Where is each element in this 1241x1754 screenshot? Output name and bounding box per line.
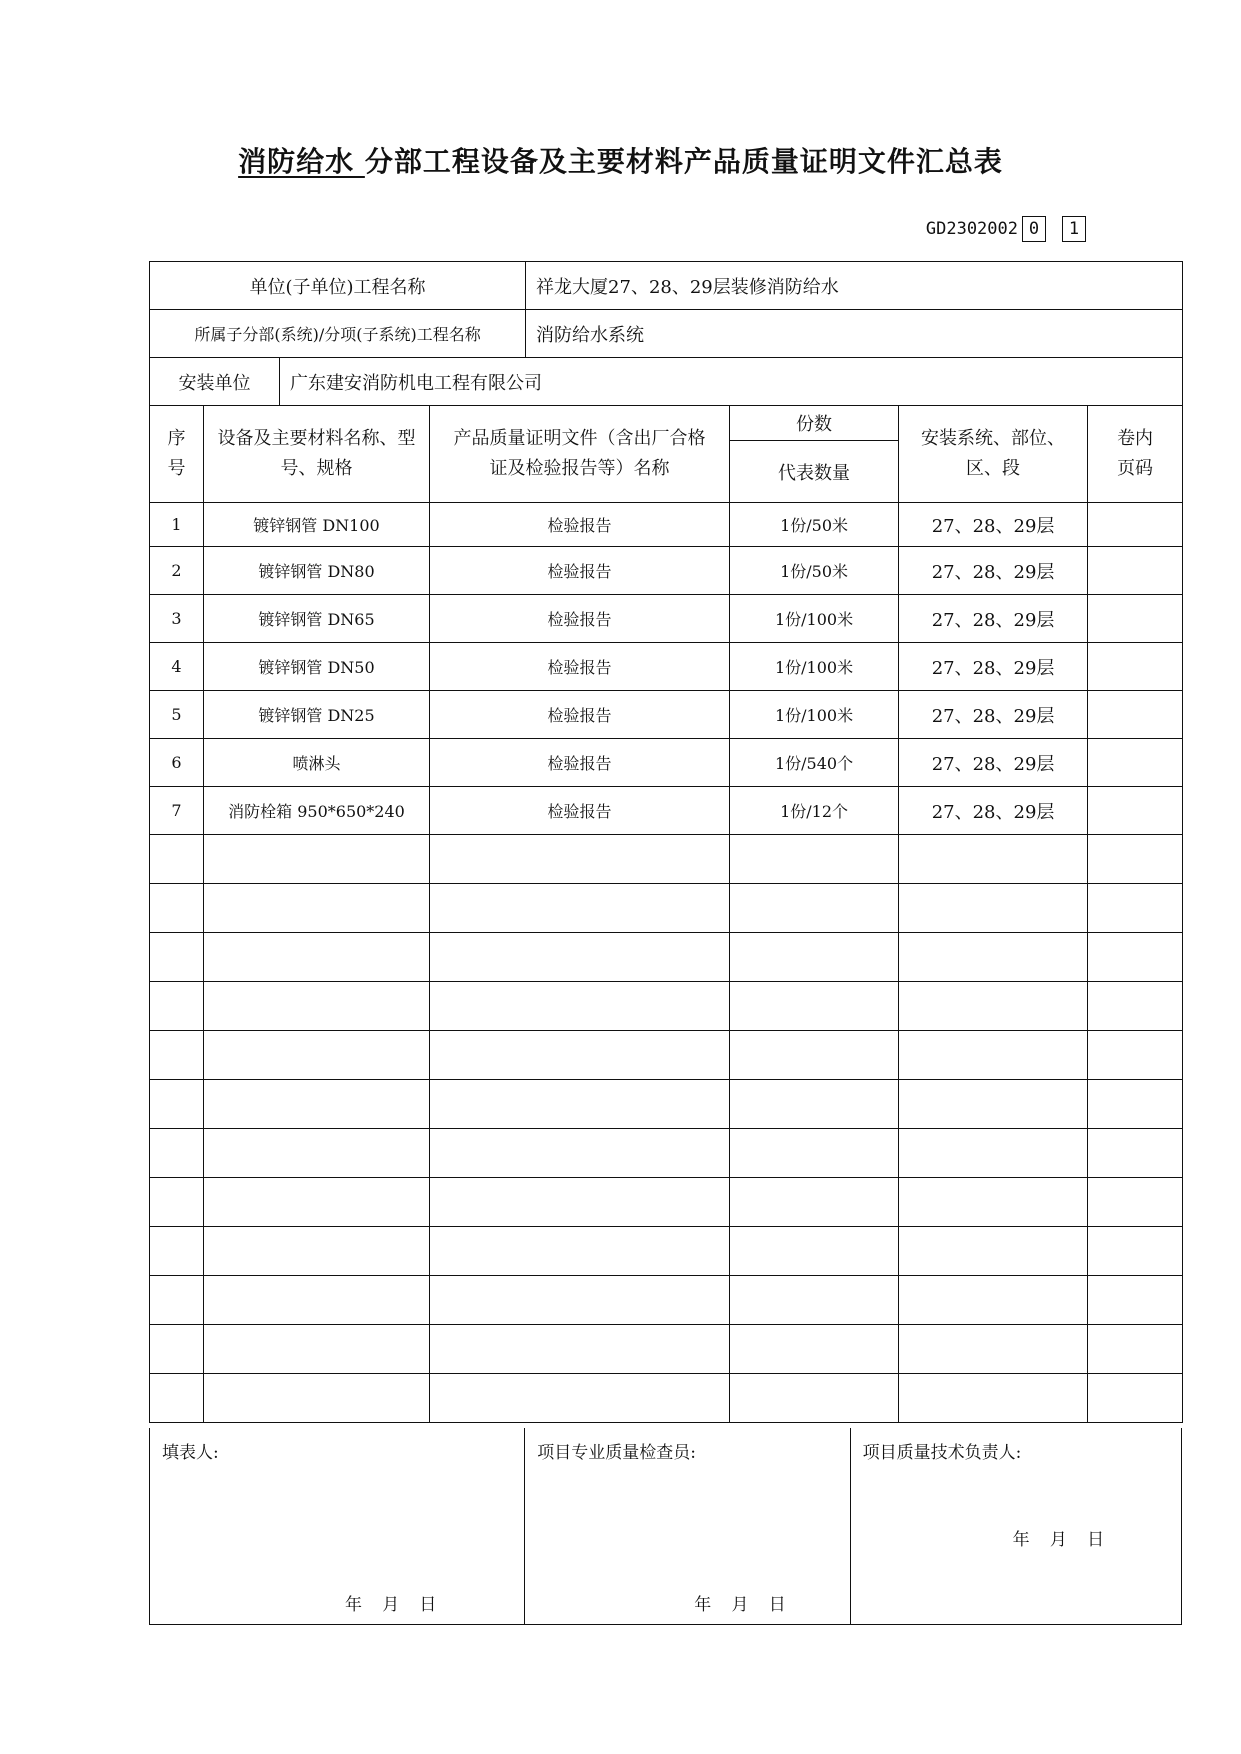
title-rest: 分部工程设备及主要材料产品质量证明文件汇总表 (364, 145, 1003, 178)
cell-quantity: 1份/12个 (730, 787, 899, 835)
cell-material: 镀锌钢管 DN65 (204, 595, 430, 643)
empty-cell (204, 1374, 430, 1423)
header-page: 卷内 页码 (1088, 406, 1183, 503)
cell-location: 27、28、29层 (899, 643, 1088, 691)
empty-cell (730, 1374, 899, 1423)
cell-material: 消防栓箱 950*650*240 (204, 787, 430, 835)
empty-cell (1088, 835, 1183, 884)
empty-cell (1088, 1178, 1183, 1227)
cell-seq: 6 (150, 739, 204, 787)
empty-cell (150, 1178, 204, 1227)
inspector-date: 年 月 日 (694, 1595, 787, 1615)
table-row (150, 787, 1183, 835)
cell-document: 检验报告 (430, 503, 730, 547)
cell-location: 27、28、29层 (899, 739, 1088, 787)
cell-quantity: 1份/100米 (730, 691, 899, 739)
form-code-box-1: 0 (1022, 216, 1046, 242)
cell-document: 检验报告 (430, 643, 730, 691)
cell-seq: 1 (150, 503, 204, 547)
empty-row (150, 1080, 1183, 1129)
table-row (150, 503, 1183, 547)
empty-row (150, 1276, 1183, 1325)
empty-cell (204, 1031, 430, 1080)
form-code (926, 216, 1086, 242)
empty-cell (204, 1325, 430, 1374)
table-row (150, 595, 1183, 643)
cell-material: 镀锌钢管 DN50 (204, 643, 430, 691)
cell-document: 检验报告 (430, 787, 730, 835)
empty-cell (730, 1178, 899, 1227)
cell-document: 检验报告 (430, 739, 730, 787)
cell-page (1088, 547, 1183, 595)
form-code-prefix: GD2302002 (925, 219, 1018, 239)
empty-cell (204, 933, 430, 982)
tech-cell (851, 1428, 1181, 1624)
empty-cell (204, 835, 430, 884)
empty-cell (430, 1325, 730, 1374)
cell-location: 27、28、29层 (899, 547, 1088, 595)
empty-cell (430, 1129, 730, 1178)
empty-cell (730, 1129, 899, 1178)
empty-cell (150, 1227, 204, 1276)
empty-cell (899, 1374, 1088, 1423)
empty-cell (730, 1080, 899, 1129)
empty-cell (899, 1227, 1088, 1276)
title-underlined: 消防给水 (238, 145, 365, 178)
empty-cell (150, 1374, 204, 1423)
empty-cell (430, 1080, 730, 1129)
table-row (150, 643, 1183, 691)
cell-seq: 3 (150, 595, 204, 643)
empty-cell (1088, 1080, 1183, 1129)
tech-label: 项目质量技术负责人: (862, 1443, 1022, 1463)
empty-cell (899, 1129, 1088, 1178)
header-seq: 序 号 (150, 406, 204, 503)
subproject-label: 所属子分部(系统)/分项(子系统)工程名称 (150, 310, 526, 358)
installer-value: 广东建安消防机电工程有限公司 (280, 358, 1183, 406)
summary-table (149, 261, 1183, 1423)
empty-cell (899, 1080, 1088, 1129)
empty-cell (150, 1031, 204, 1080)
empty-cell (730, 1325, 899, 1374)
header-quantity: 代表数量 (730, 441, 899, 503)
empty-cell (1088, 982, 1183, 1031)
empty-cell (730, 982, 899, 1031)
empty-cell (899, 884, 1088, 933)
table-row (150, 547, 1183, 595)
table-row (150, 739, 1183, 787)
cell-seq: 5 (150, 691, 204, 739)
cell-material: 镀锌钢管 DN25 (204, 691, 430, 739)
empty-cell (1088, 1129, 1183, 1178)
cell-location: 27、28、29层 (899, 787, 1088, 835)
cell-document: 检验报告 (430, 691, 730, 739)
cell-seq: 2 (150, 547, 204, 595)
cell-page (1088, 787, 1183, 835)
empty-row (150, 1227, 1183, 1276)
cell-document: 检验报告 (430, 547, 730, 595)
empty-cell (204, 1178, 430, 1227)
empty-cell (1088, 1374, 1183, 1423)
empty-cell (730, 1276, 899, 1325)
cell-quantity: 1份/100米 (730, 595, 899, 643)
empty-cell (430, 933, 730, 982)
page-title (0, 140, 1241, 180)
header-location: 安装系统、部位、区、段 (899, 406, 1088, 503)
empty-row (150, 1325, 1183, 1374)
cell-quantity: 1份/540个 (730, 739, 899, 787)
signature-footer (149, 1428, 1182, 1625)
form-code-box-2: 1 (1062, 216, 1086, 242)
empty-cell (150, 1276, 204, 1325)
cell-seq: 4 (150, 643, 204, 691)
cell-location: 27、28、29层 (899, 503, 1088, 547)
empty-cell (730, 835, 899, 884)
tech-date: 年 月 日 (1012, 1530, 1106, 1550)
empty-row (150, 1031, 1183, 1080)
empty-row (150, 884, 1183, 933)
header-copies: 份数 (730, 406, 899, 441)
empty-cell (730, 884, 899, 933)
cell-quantity: 1份/50米 (730, 503, 899, 547)
empty-cell (899, 982, 1088, 1031)
empty-cell (899, 1178, 1088, 1227)
empty-cell (899, 933, 1088, 982)
empty-cell (1088, 1276, 1183, 1325)
filler-date: 年 月 日 (345, 1595, 438, 1615)
empty-row (150, 1129, 1183, 1178)
cell-page (1088, 643, 1183, 691)
empty-cell (730, 1031, 899, 1080)
empty-cell (1088, 933, 1183, 982)
filler-cell (150, 1428, 525, 1624)
cell-material: 镀锌钢管 DN100 (204, 503, 430, 547)
empty-cell (899, 1031, 1088, 1080)
empty-cell (730, 933, 899, 982)
empty-cell (204, 1276, 430, 1325)
table-row (150, 691, 1183, 739)
empty-cell (204, 1227, 430, 1276)
empty-cell (1088, 1031, 1183, 1080)
empty-row (150, 933, 1183, 982)
cell-page (1088, 691, 1183, 739)
empty-cell (430, 1227, 730, 1276)
project-label: 单位(子单位)工程名称 (150, 262, 526, 310)
empty-cell (430, 835, 730, 884)
empty-cell (150, 835, 204, 884)
empty-cell (899, 1325, 1088, 1374)
cell-quantity: 1份/50米 (730, 547, 899, 595)
empty-cell (150, 1129, 204, 1178)
subproject-value: 消防给水系统 (526, 310, 1183, 358)
empty-cell (899, 1276, 1088, 1325)
project-value: 祥龙大厦27、28、29层装修消防给水 (526, 262, 1183, 310)
empty-cell (430, 884, 730, 933)
filler-label: 填表人: (162, 1443, 219, 1463)
cell-page (1088, 503, 1183, 547)
empty-row (150, 835, 1183, 884)
cell-document: 检验报告 (430, 595, 730, 643)
installer-label: 安装单位 (150, 358, 280, 406)
cell-material: 镀锌钢管 DN80 (204, 547, 430, 595)
cell-location: 27、28、29层 (899, 595, 1088, 643)
empty-cell (150, 982, 204, 1031)
inspector-label: 项目专业质量检查员: (537, 1443, 696, 1463)
cell-location: 27、28、29层 (899, 691, 1088, 739)
empty-cell (204, 982, 430, 1031)
cell-quantity: 1份/100米 (730, 643, 899, 691)
empty-cell (150, 884, 204, 933)
empty-cell (150, 1325, 204, 1374)
empty-cell (150, 1080, 204, 1129)
cell-seq: 7 (150, 787, 204, 835)
empty-cell (1088, 884, 1183, 933)
empty-row (150, 1374, 1183, 1423)
empty-cell (730, 1227, 899, 1276)
empty-cell (150, 933, 204, 982)
empty-cell (204, 884, 430, 933)
header-material: 设备及主要材料名称、型号、规格 (204, 406, 430, 503)
empty-cell (1088, 1325, 1183, 1374)
empty-cell (204, 1080, 430, 1129)
inspector-cell (525, 1428, 850, 1624)
cell-page (1088, 595, 1183, 643)
empty-cell (204, 1129, 430, 1178)
empty-row (150, 1178, 1183, 1227)
empty-cell (430, 1031, 730, 1080)
cell-page (1088, 739, 1183, 787)
empty-cell (1088, 1227, 1183, 1276)
header-document: 产品质量证明文件（含出厂合格证及检验报告等）名称 (430, 406, 730, 503)
empty-cell (430, 1374, 730, 1423)
empty-cell (430, 982, 730, 1031)
empty-row (150, 982, 1183, 1031)
empty-cell (899, 835, 1088, 884)
empty-cell (430, 1276, 730, 1325)
cell-material: 喷淋头 (204, 739, 430, 787)
empty-cell (430, 1178, 730, 1227)
